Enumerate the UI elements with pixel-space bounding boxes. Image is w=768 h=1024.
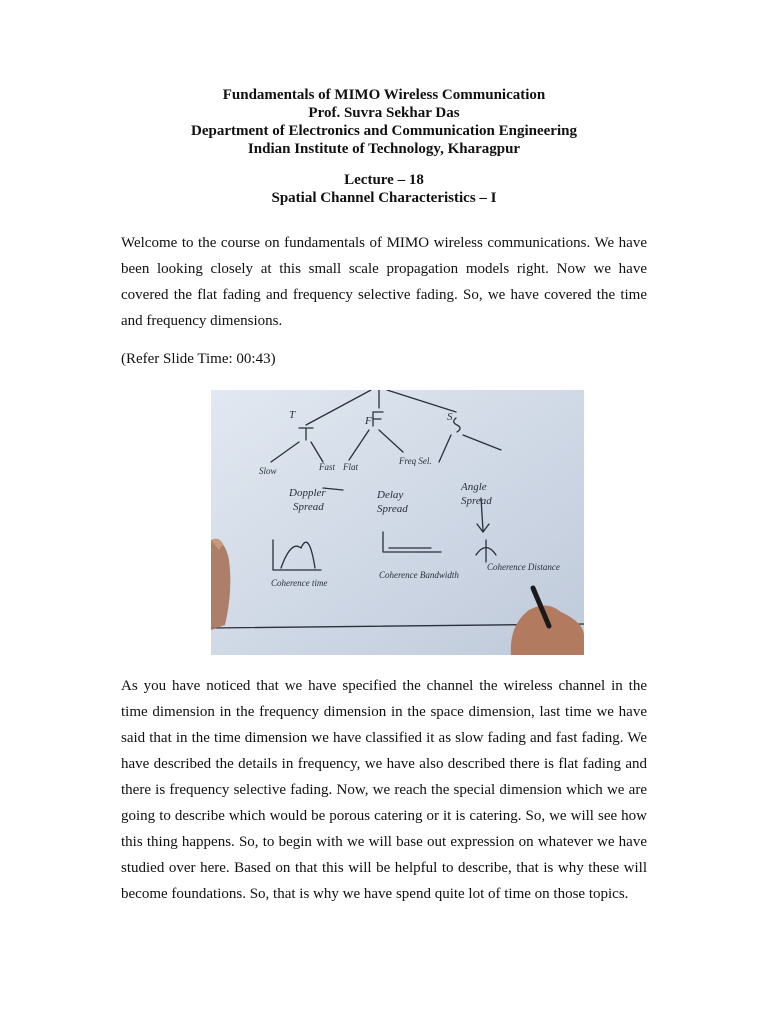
lecture-number: Lecture – 18 — [344, 172, 424, 188]
svg-text:Coherence time: Coherence time — [271, 578, 328, 588]
svg-text:Freq Sel.: Freq Sel. — [399, 456, 432, 466]
svg-text:Delay: Delay — [377, 489, 404, 501]
svg-text:T: T — [289, 409, 296, 421]
svg-text:Coherence Distance: Coherence Distance — [487, 562, 560, 572]
svg-text:Slow: Slow — [259, 466, 277, 476]
paragraph-intro: Welcome to the course on fundamentals of MIMO wireless communications. We have been looking closely at this small scale propagation models right. Now we have covered the flat fading and frequency selective fading. So, we have covered the time and frequency dimensions. — [121, 235, 647, 329]
svg-text:Flat: Flat — [343, 462, 358, 472]
svg-text:Spread: Spread — [461, 495, 492, 507]
svg-text:Fast: Fast — [319, 462, 336, 472]
svg-text:Spread: Spread — [293, 501, 324, 513]
svg-text:Spread: Spread — [377, 503, 408, 515]
institute-name: Indian Institute of Technology, Kharagpur — [247, 141, 521, 157]
svg-text:Doppler: Doppler — [289, 487, 326, 499]
professor-name: Prof. Suvra Sekhar Das — [308, 105, 460, 121]
whiteboard-drawing — [211, 390, 584, 655]
course-title: Fundamentals of MIMO Wireless Communication — [222, 87, 546, 103]
lecture-slide-photo — [211, 390, 584, 655]
svg-text:Angle: Angle — [461, 481, 487, 493]
svg-text:S: S — [447, 411, 453, 423]
department-name: Department of Electronics and Communication Engineering — [191, 123, 577, 139]
lecture-heading — [0, 171, 768, 207]
lecture-title: Spatial Channel Characteristics – I — [271, 190, 497, 206]
svg-text:Coherence Bandwidth: Coherence Bandwidth — [379, 570, 459, 580]
svg-text:F: F — [365, 415, 372, 427]
refer-slide-time: (Refer Slide Time: 00:43) — [121, 351, 276, 367]
paragraph-body: As you have noticed that we have specified the channel the wireless channel in the time dimension in the frequency dimension in the space dimension, last time we have said that in the time dimension we have classified it as slow fading and fast fading. We have described the details in frequency, we have also described there is flat fading and there is frequency selective fading. Now, we reach the special dimension which we are going to describe which would be porous catering or it is catering. So, we will see how this thing happens. So, to begin with we will base out expression on whatever we have studied over here. Based on that this will be helpful to describe, that is why these will become foundations. So, that is why we have spend quite lot of time on those topics. — [121, 678, 647, 902]
paper-header — [0, 86, 768, 158]
